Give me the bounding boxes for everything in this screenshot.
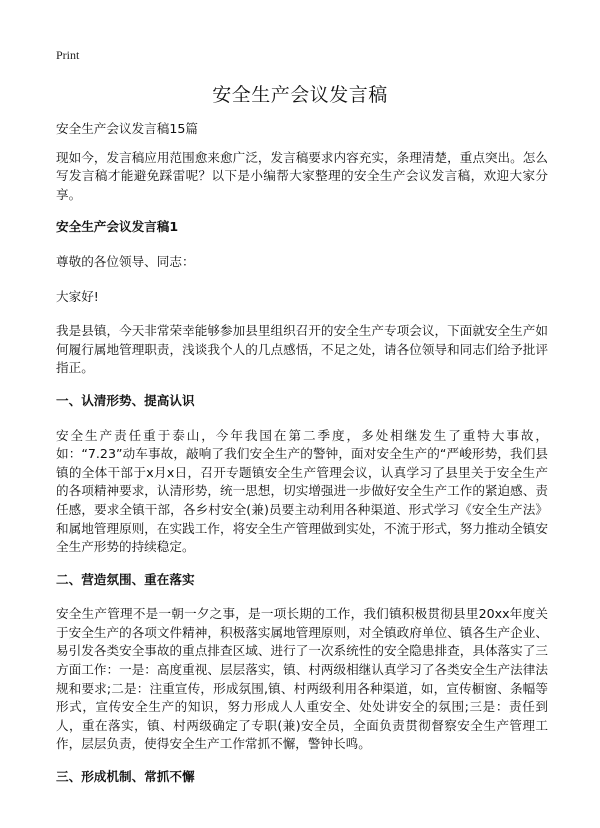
print-link[interactable]: Print: [56, 48, 80, 62]
salutation: 尊敬的各位领导、同志：: [56, 253, 195, 269]
paragraph-2: 安全生产管理不是一朝一夕之事，是一项长期的工作，我们镇积极贯彻县里20xx年度关于安全生产的各项文件精神，积极落实属地管理原则，对全镇政府单位、镇各生产企业、易引发各类安全事故的重点排查区域、进行了一次系统性的安全隐患排查，具体落实了三方面工作：一是：高度重视、层层落实，镇、村两级相继认真学习了各类安全生产法律法规和要求;二是：注重宣传，形成氛围,镇、村两级利用各种渠道，如，宣传橱窗、条幅等形式，宣传安全生产的知识，努力形成人人重安全、处处讲安全的氛围;三是：责任到人，重在落实，镇、村两级确定了专职(兼)安全员，全面负责贯彻督察安全生产管理工作，层层负责，使得安全生产工作常抓不懈，警钟长鸣。: [56, 606, 548, 752]
subtitle: 安全生产会议发言稿15篇: [56, 121, 198, 136]
heading-3: 三、形成机制、常抓不懈: [56, 769, 195, 785]
page-title: 安全生产会议发言稿: [212, 84, 388, 106]
opening-paragraph: 我是县镇，今天非常荣幸能够参加县里组织召开的安全生产专项会议，下面就安全生产如何履行属地管理职责，浅谈我个人的几点感悟，不足之处，请各位领导和同志们给予批评指正。: [56, 323, 548, 376]
document-body: [56, 120, 548, 803]
heading-2: 二、营造氛围、重在落实: [56, 571, 195, 587]
section-title: 安全生产会议发言稿1: [56, 219, 179, 235]
heading-1: 一、认清形势、提高认识: [56, 392, 195, 408]
paragraph-1: 安全生产责任重于泰山，今年我国在第二季度，多处相继发生了重特大事故，如：“7.23”动车事故，敲响了我们安全生产的警钟，面对安全生产的“严峻形势，我们县镇的全体干部于x月x日，召开专题镇安全生产管理会议，认真学习了县里关于安全生产的各项精神要求，认清形势，统一思想，切实增强进一步做好安全生产工作的紧迫感、责任感，要求全镇干部，各乡村安全(兼)员要主动利用各种渠道、形式学习《安全生产法》和属地管理原则，在实践工作，将安全生产管理做到实处，不流于形式，努力推动全镇安全生产形势的持续稳定。: [56, 427, 548, 555]
intro-paragraph: 现如今，发言稿应用范围愈来愈广泛，发言稿要求内容充实，条理清楚，重点突出。怎么写发言稿才能避免踩雷呢？以下是小编帮大家整理的安全生产会议发言稿，欢迎大家分享。: [56, 149, 548, 202]
greeting: 大家好!: [56, 288, 99, 304]
